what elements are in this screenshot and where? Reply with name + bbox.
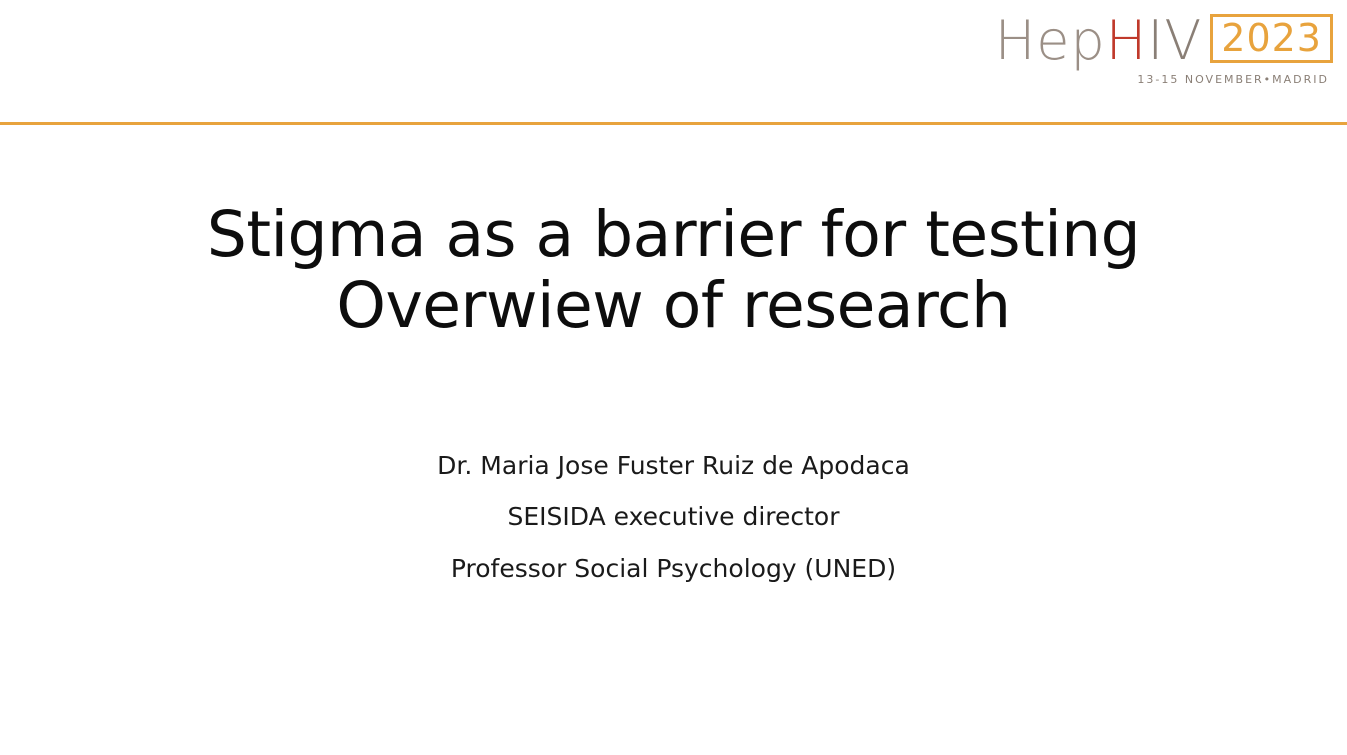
logo-row [994,9,1333,72]
logo-text-iv: IV [1147,9,1203,72]
logo-year-box [1210,14,1333,63]
logo-year: 2023 [1221,16,1322,60]
author-role: SEISIDA executive director [507,502,840,532]
conference-logo [994,9,1333,86]
title-line-2: Overwiew of research [336,268,1011,342]
title-line-1: Stigma as a barrier for testing [206,198,1141,271]
author-block [0,440,1347,594]
author-affiliation: Professor Social Psychology (UNED) [450,553,897,583]
logo-text-h: H [1105,9,1148,72]
author-name: Dr. Maria Jose Fuster Ruiz de Apodaca [437,451,910,480]
page-title [0,200,1347,341]
header-divider [0,122,1347,125]
logo-text-hep: Hep [994,9,1106,72]
logo-dates-location: 13-15 NOVEMBER•MADRID [1137,73,1329,86]
logo-wordmark [994,9,1203,72]
